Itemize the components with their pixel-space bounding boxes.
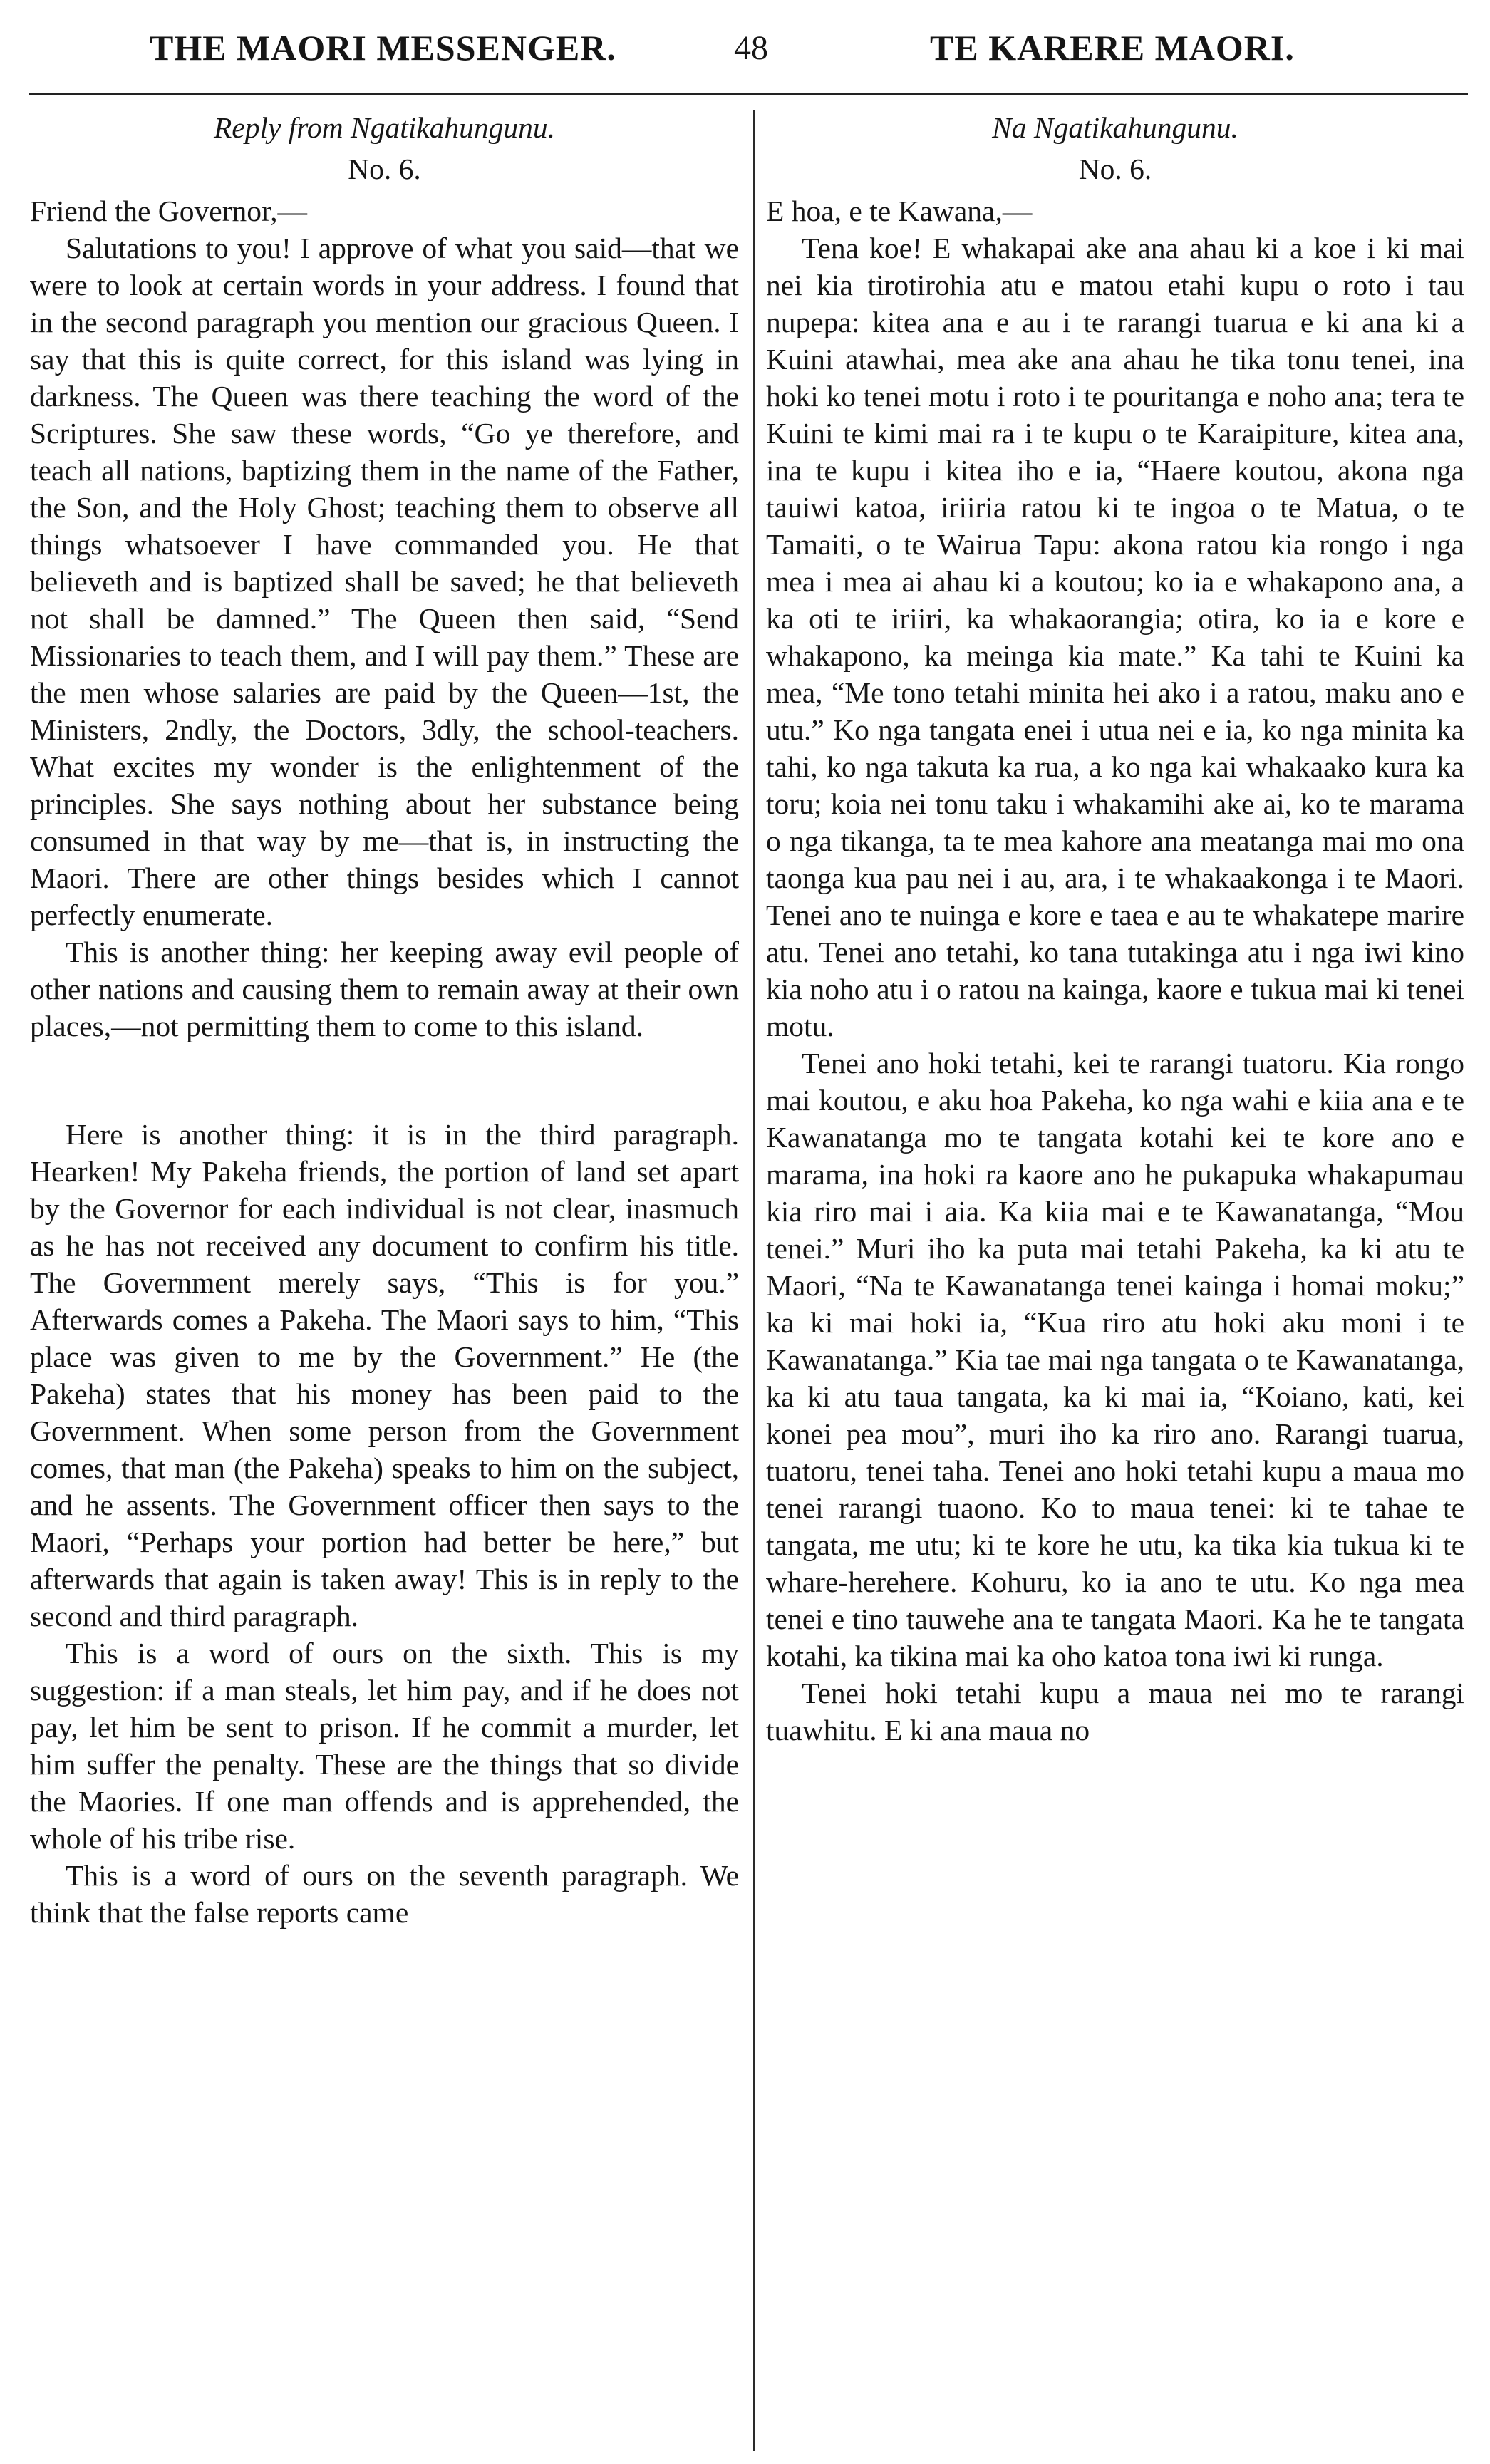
- page-header: [0, 27, 1490, 77]
- maori-article-number: No. 6.: [1078, 152, 1152, 185]
- english-paragraph-1: Salutations to you! I approve of what you said—that we were to look at certain words in your address. I found that in the second paragraph you mention our gracious Queen. I say that this is quite correct, for this island was lying in darkness. The Queen was there teaching the word of the Scriptures. She saw these words, “Go ye therefore, and teach all nations, baptizing them in the name of the Father, the Son, and the Holy Ghost; teaching them to observe all things whatsoever I have commanded you. He that believeth and is baptized shall be saved; he that believeth not shall be damned.” The Queen then said, “Send Missionaries to teach them, and I will pay them.” These are the men whose salaries are paid by the Queen—1st, the Ministers, 2ndly, the Doctors, 3dly, the school-teachers. What excites my wonder is the enlightenment of the principles. She says nothing about her substance being consumed in that way by me—that is, in instructing the Maori. There are other things besides which I cannot perfectly enumerate.: [30, 232, 739, 931]
- english-article-title: Reply from Ngatikahungunu.: [213, 111, 556, 144]
- maori-salutation: E hoa, e te Kawana,—: [766, 195, 1033, 227]
- masthead-maori: TE KARERE MAORI.: [930, 28, 1295, 68]
- english-salutation: Friend the Governor,—: [30, 195, 308, 227]
- header-rule: [29, 93, 1468, 95]
- maori-paragraph-3: Tenei hoki tetahi kupu a maua nei mo te rarangi tuawhitu. E ki ana maua no: [766, 1677, 1464, 1746]
- english-column: [30, 107, 739, 1931]
- masthead-english: THE MAORI MESSENGER.: [150, 28, 616, 68]
- maori-article-title: Na Ngatikahungunu.: [992, 111, 1238, 144]
- column-gap: [30, 1045, 739, 1116]
- maori-paragraph-1: Tena koe! E whakapai ake ana ahau ki a koe i ki mai nei kia tirotirohia atu e matou etahi kupu o roto i tau nupepa: kitea ana e au i te rarangi tuarua e ki ana ki a Kuini atawhai, mea ake ana ahau he tika tonu tenei, ina hoki ko tenei motu i roto i te pouritanga e noho ana; tera te Kuini te kimi mai ra i te kupu o te Karaipiture, kitea ana, ina te kupu i kitea iho e ia, “Haere koutou, akona nga tauiwi katoa, iriiria ratou ki te ingoa o te Matua, o te Tamaiti, o te Wairua Tapu: akona ratou kia rongo i nga mea i mea ai ahau ki a koutou; ko ia e whakapono ana, a ka oti te iriiri, ka whakaorangia; otira, ko ia e kore e whakapono, ka meinga kia mate.” Ka tahi te Kuini ka mea, “Me tono tetahi minita hei ako i a ratou, maku ano e utu.” Ko nga tangata enei i utua nei e ia, ko nga minita ka tahi, ko nga takuta ka rua, a ko nga kai whakaako kura ka toru; koia nei tonu taku i whakamihi ake ai, ko te marama o nga tikanga, ta te mea kahore ana meatanga mai mo ona taonga kua pau nei i au, ara, i te whakaakonga i te Maori. Tenei ano te nuinga e kore e taea e au te whakatepe marire atu. Tenei ano tetahi, ko tana tutakinga atu i nga iwi kino kia noho atu i o ratou na kainga, kaore e tukua mai ki tenei motu.: [766, 232, 1464, 1042]
- english-paragraph-3: Here is another thing: it is in the third paragraph. Hearken! My Pakeha friends, the portion of land set apart by the Governor for each individual is not clear, inasmuch as he has not received any document to confirm his title. The Government merely says, “This is for you.” Afterwards comes a Pakeha. The Maori says to him, “This place was given to me by the Government.” He (the Pakeha) states that his money has been paid to the Government. When some person from the Government comes, that man (the Pakeha) speaks to him on the subject, and he assents. The Government officer then says to the Maori, “Perhaps your portion had better be here,” but afterwards that again is taken away! This is in reply to the second and third paragraph.: [30, 1118, 739, 1632]
- maori-column: [766, 107, 1464, 1749]
- english-article-number: No. 6.: [348, 152, 421, 185]
- english-paragraph-5: This is a word of ours on the seventh paragraph. We think that the false reports came: [30, 1859, 739, 1929]
- english-paragraph-4: This is a word of ours on the sixth. This is my suggestion: if a man steals, let him pay, and if he does not pay, let him be sent to prison. If he commit a murder, let him suffer the penalty. These are the things that so divide the Maories. If one man offends and is apprehended, the whole of his tribe rise.: [30, 1637, 739, 1855]
- maori-paragraph-2: Tenei ano hoki tetahi, kei te rarangi tuatoru. Kia rongo mai koutou, e aku hoa Pakeha, ko nga wahi e kiia ana e te Kawanatanga mo te tangata kotahi kei te kore ano e marama, ina hoki ra kaore ano he pukapuka whakapumau kia riro mai i aia. Ka kiia mai e te Kawanatanga, “Mou tenei.” Muri iho ka puta mai tetahi Pakeha, ka ki atu te Maori, “Na te Kawanatanga tenei kainga i homai moku;” ka ki mai hoki ia, “Kua riro atu hoki aku moni i te Kawanatanga.” Kia tae mai nga tangata o te Kawanatanga, ka ki atu taua tangata, ka ki mai ia, “Koiano, kati, kei konei pea mou”, muri iho ka riro ano. Rarangi tuarua, tuatoru, tenei taha. Tenei ano hoki tetahi kupu a maua mo tenei rarangi tuaono. Ko to maua tenei: ki te tahae te tangata, me utu; ki te kore he utu, ka tika kia tukua ki te whare-herehere. Kohuru, ko ia ano te utu. Ko nga mea tenei e tino tauwehe ana te tangata Maori. Ka he te tangata kotahi, ka tikina mai ka oho katoa tona iwi ki runga.: [766, 1047, 1464, 1672]
- english-paragraph-2: This is another thing: her keeping away evil people of other nations and causing them to remain away at their own places,—not permitting them to come to this island.: [30, 936, 739, 1042]
- page-number: 48: [734, 29, 768, 67]
- column-divider: [753, 110, 755, 2451]
